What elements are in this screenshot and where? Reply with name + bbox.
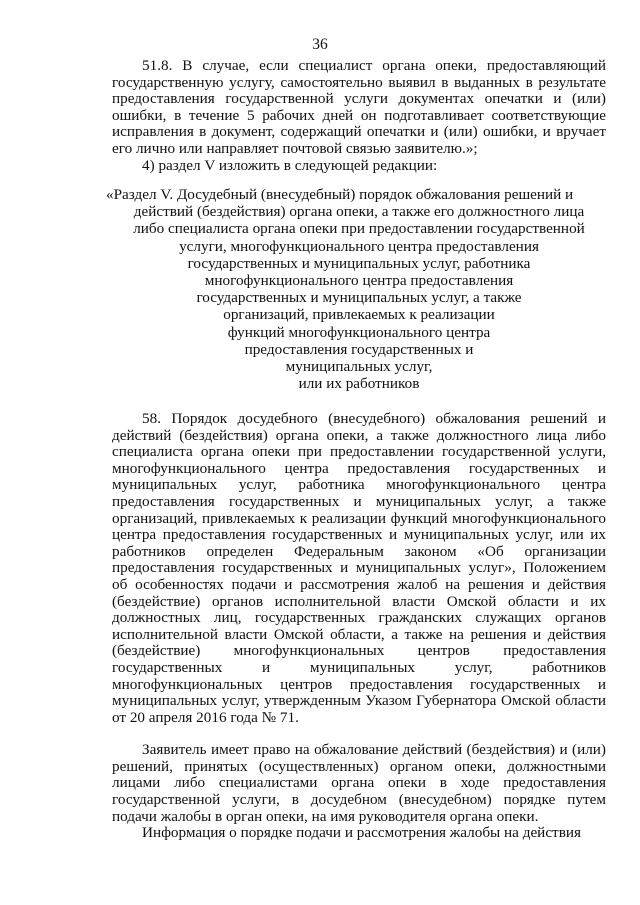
heading-line: функций многофункционального центра (227, 323, 491, 341)
heading-line: «Раздел V. Досудебный (внесудебный) порядок обжалования решений и (106, 186, 574, 203)
section-v-heading (106, 186, 606, 393)
heading-line: действий (бездействия) органа опеки, а также его должностного лица (133, 203, 585, 221)
paragraph-information: Информация о порядке подачи и рассмотрения жалобы на действия (142, 824, 581, 842)
heading-line: государственных и муниципальных услуг, а также (196, 289, 522, 307)
text-block-main (112, 411, 606, 842)
heading-line: либо специалиста органа опеки при предоставлении государственной (133, 220, 585, 238)
heading-line: организаций, привлекаемых к реализации (223, 306, 495, 324)
paragraph-appeal-right: Заявитель имеет право на обжалование действий (бездействия) и (или) решений, принятых (осуществленных) органом опеки, должностными лицами либо специалистами органа опеки в ходе предоставления государственной услуги, в досудебном (внесудебном) порядке путем подачи жалобы в орган опеки, на имя руководителя органа опеки. (112, 741, 606, 825)
paragraph-51-8: 51.8. В случае, если специалист органа опеки, предоставляющий государственную услугу, самостоятельно выявил в выданных в результате предоставления государственной услуги документах опечатки и (или) ошибки, в течение 5 рабочих дней он подготавливает соответствующие исправления в документ, содержащий опечатки и (или) ошибки, и вручает его лично или направляет почтовой связью заявителю.»; (112, 57, 606, 157)
paragraph-section-amendment: 4) раздел V изложить в следующей редакции: (142, 156, 438, 174)
heading-line: услуги, многофункционального центра предоставления (179, 237, 539, 255)
heading-line: или их работников (298, 375, 420, 393)
heading-line: муниципальных услуг, (285, 358, 433, 376)
text-block-top (112, 58, 606, 174)
heading-line: государственных и муниципальных услуг, работника (187, 254, 531, 272)
page-number: 36 (312, 36, 328, 53)
paragraph-58: 58. Порядок досудебного (внесудебного) обжалования решений и действий (бездействия) органа опеки, а также должностного лица либо специалиста органа опеки при предоставлении государственной услуги, многофункционального центра предоставления государственных и муниципальных услуг, работника многофункционального центра предоставления государственных и муниципальных услуг, а также организаций, привлекаемых к реализации функций многофункционального центра предоставления государственных и муниципальных услуг, или их работников определен Федеральным законом «Об организации предоставления государственных и муниципальных услуг», Положением об особенностях подачи и рассмотрения жалоб на решения и действия (бездействие) органов исполнительной власти Омской области и их должностных лиц, государственных гражданских служащих органов исполнительной власти Омской области, а также на решения и действия (бездействие) многофункциональных центров предоставления государственных и муниципальных услуг, работников многофункциональных центров предоставления государственных и муниципальных услуг, утвержденным Указом Губернатора Омской области от 20 апреля 2016 года № 71. (112, 410, 606, 726)
heading-line: предоставления государственных и (244, 340, 474, 358)
heading-line: многофункционального центра предоставления (204, 272, 514, 290)
